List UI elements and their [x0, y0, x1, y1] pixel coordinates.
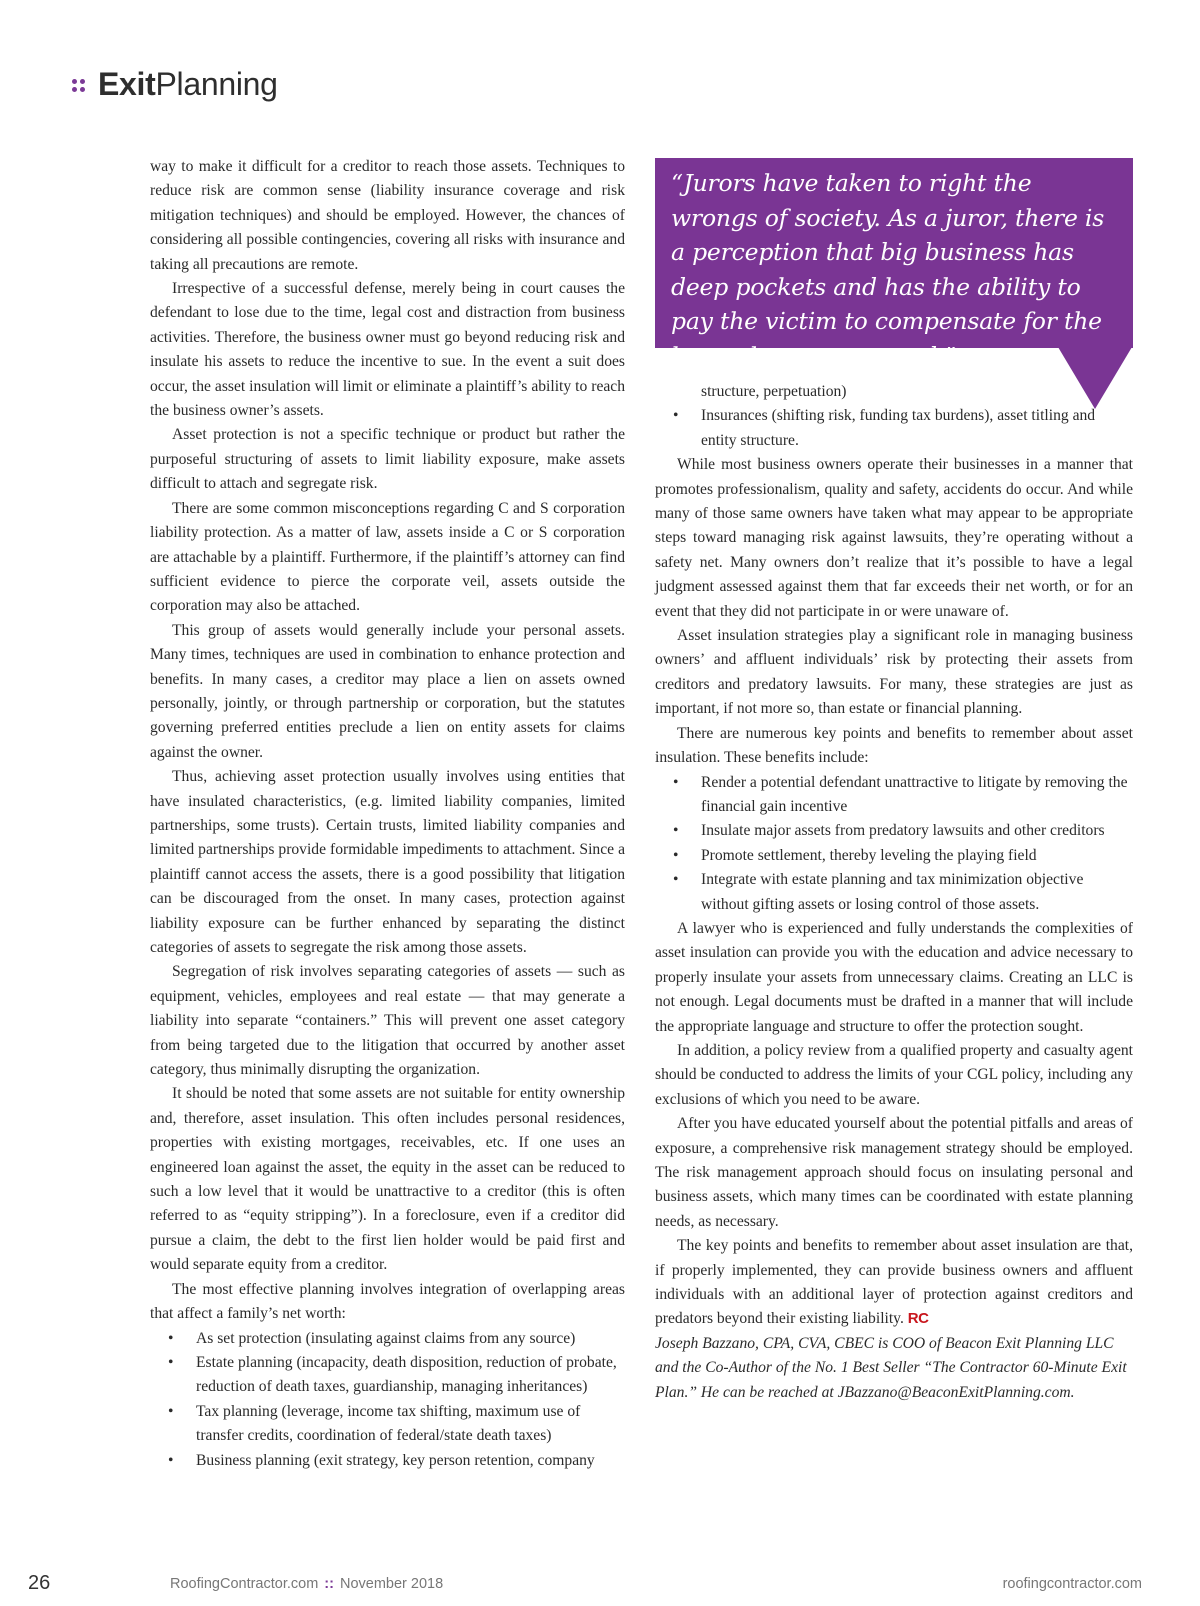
paragraph: A lawyer who is experienced and fully understands the complexities of asset insulation can provide you with the education and advice necessary to properly insulate your assets from unnecessary claims. Creating an LLC is not enough. Legal documents must be drafted in a manner that will include the appropriate language and structure to offer the protection sought. — [655, 919, 1133, 1035]
pull-quote-text: “Jurors have taken to right the wrongs of society. As a juror, there is a perception that big business has deep pockets and has the ability to pay the victim to compensate for the harm that was created.” — [671, 169, 1105, 370]
list-item-continuation: structure, perpetuation) — [701, 383, 847, 400]
paragraph: Asset insulation strategies play a significant role in managing business owners’ and affluent individuals’ risk by protecting their assets from creditors and predatory lawsuits. For many, these strategies are just as important, if not more so, than estate or financial planning. — [655, 627, 1133, 718]
pull-quote — [655, 158, 1133, 370]
page-number: 26 — [28, 1572, 51, 1594]
paragraph: It should be noted that some assets are not suitable for entity ownership and, therefore, asset insulation. This often includes personal residences, properties with existing mortgages, receivables, etc. If one uses an engineered loan against the asset, the equity in the asset can be reduced to such a low level that it would be unattractive to a creditor (this is often referred to as “equity stripping”). In a foreclosure, even if a creditor did pursue a claim, the debt to the first lien holder would be paid first and would separate equity from a creditor. — [150, 1085, 625, 1274]
left-column — [150, 155, 625, 1473]
footer-publication — [170, 1576, 443, 1592]
planning-areas-list-cont — [655, 404, 1133, 453]
benefits-list — [655, 771, 1133, 917]
section-title: ExitPlanning — [98, 66, 278, 102]
paragraph: Irrespective of a successful defense, merely being in court causes the defendant to lose due to the time, legal cost and distraction from business activities. Therefore, the business owner must go beyond reducing risk and insulate his assets to reduce the incentive to sue. In the event a suit does occur, the asset insulation will limit or eliminate a plaintiff’s ability to reach the business owner’s assets. — [150, 280, 625, 420]
planning-areas-list — [150, 1327, 625, 1473]
list-item: • Insulate major assets from predatory lawsuits and other creditors — [655, 819, 1133, 843]
rc-end-mark: RC — [907, 1310, 929, 1328]
paragraph: After you have educated yourself about the potential pitfalls and areas of exposure, a comprehensive risk management strategy should be employed. The risk management approach should focus on insulating personal and business assets, which many times can be coordinated with estate planning needs, as necessary. — [655, 1115, 1133, 1230]
closing-paragraph — [655, 1234, 1133, 1332]
paragraph: This group of assets would generally include your personal assets. Many times, techniques are used in combination to enhance protection and benefits. In many cases, a creditor may place a lien on assets owned personally, jointly, or through partnership or corporation, but the statutes governing preferred entities preclude a lien on entity assets for claims against the owner. — [150, 621, 625, 761]
paragraph: While most business owners operate their businesses in a manner that promotes professionalism, quality and safety, accidents do occur. And while many of those same owners have taken what may appear to be appropriate steps toward managing risk against lawsuits, they’re operating without a safety net. Many owners don’t realize that it’s possible to have a legal judgment assessed against them that far exceeds their net worth, or for an event that they did not participate in or were unaware of. — [655, 456, 1133, 620]
right-column — [655, 380, 1133, 1405]
footer-separator: :: — [324, 1576, 334, 1592]
paragraph: Segregation of risk involves separating categories of assets — such as equipment, vehicles, employees and real estate — that may generate a liability into separate “containers.” This will prevent one asset category from being targeted due to the litigation that occurred by another asset category, thus minimally disrupting the organization. — [150, 963, 625, 1079]
section-dots-icon — [72, 77, 88, 93]
list-item: • As set protection (insulating against claims from any source) — [150, 1327, 625, 1351]
paragraph: Asset protection is not a specific technique or product but rather the purposeful structuring of assets to limit liability exposure, make assets difficult to attach and segregate risk. — [150, 426, 625, 493]
paragraph: Thus, achieving asset protection usually involves using entities that have insulated characteristics, (e.g. limited liability companies, limited partnerships, some trusts). Certain trusts, limited liability companies and limited partnerships provide formidable impediments to attachment. Since a plaintiff cannot access the assets, there is a good possibility that litigation can be discouraged from the onset. In many cases, protection against liability exposure can be further enhanced by separating the distinct categories of assets to segregate the risk among those assets. — [150, 768, 625, 956]
paragraph: The most effective planning involves integration of overlapping areas that affect a family’s net worth: — [150, 1280, 625, 1323]
paragraph: way to make it difficult for a creditor to reach those assets. Techniques to reduce risk are common sense (liability insurance coverage and risk mitigation techniques) and should be employed. However, the chances of considering all possible contingencies, covering all risks with insurance and taking all precautions are remote. — [150, 158, 625, 273]
list-item: • Promote settlement, thereby leveling the playing field — [655, 844, 1133, 868]
section-header — [72, 66, 278, 103]
list-item: • Estate planning (incapacity, death disposition, reduction of probate, reduction of death taxes, guardianship, managing inheritances) — [150, 1351, 625, 1400]
paragraph: In addition, a policy review from a qualified property and casualty agent should be conducted to address the limits of your CGL policy, including any exclusions of which you need to be aware. — [655, 1041, 1133, 1108]
paragraph: There are some common misconceptions regarding C and S corporation liability protection. As a matter of law, assets inside a C or S corporation are attachable by a plaintiff. Furthermore, if the plaintiff’s attorney can find sufficient evidence to pierce the corporate veil, assets outside the corporation may also be attached. — [150, 499, 625, 615]
footer-site-right: roofingcontractor.com — [1002, 1576, 1142, 1592]
list-item: • Integrate with estate planning and tax minimization objective without gifting assets or losing control of those assets. — [655, 868, 1133, 917]
list-item: • Insurances (shifting risk, funding tax burdens), asset titling and entity structure. — [655, 404, 1133, 453]
author-bio: Joseph Bazzano, CPA, CVA, CBEC is COO of Beacon Exit Planning LLC and the Co-Author of the No. 1 Best Seller “The Contractor 60-Minute Exit Plan.” He can be reached at JBazzano@BeaconExitPlanning.com. — [655, 1334, 1127, 1401]
closing-text: The key points and benefits to remember about asset insulation are that, if properly implemented, they can provide business owners and affluent individuals with an additional layer of protection against creditors and predators beyond their existing liability. — [655, 1237, 1133, 1328]
footer-site: RoofingContractor.com — [170, 1576, 319, 1592]
list-item: • Render a potential defendant unattractive to litigate by removing the financial gain incentive — [655, 771, 1133, 820]
paragraph: There are numerous key points and benefits to remember about asset insulation. These benefits include: — [655, 724, 1133, 767]
list-item: • Business planning (exit strategy, key person retention, company — [150, 1449, 625, 1473]
page-footer — [0, 1572, 1200, 1602]
footer-date: November 2018 — [339, 1576, 444, 1592]
list-item: • Tax planning (leverage, income tax shifting, maximum use of transfer credits, coordination of federal/state death taxes) — [150, 1400, 625, 1449]
